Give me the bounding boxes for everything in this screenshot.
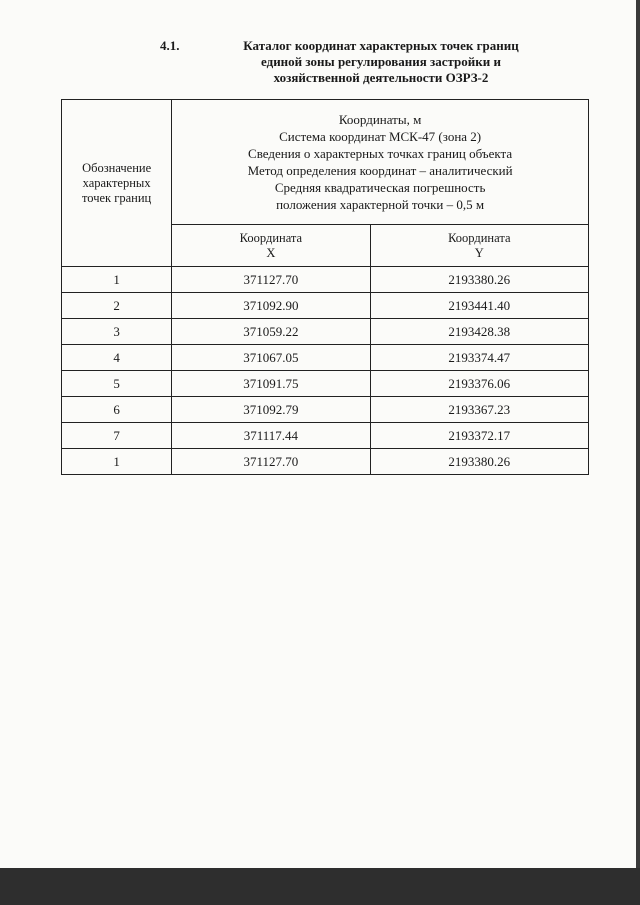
scan-edge bbox=[636, 0, 640, 868]
point-number-cell: 1 bbox=[62, 267, 172, 293]
header-text: Сведения о характерных точках границ объекта bbox=[248, 146, 513, 161]
coordinates-header bbox=[172, 100, 589, 225]
y-coordinate-cell: 2193367.23 bbox=[370, 397, 588, 423]
x-coordinate-cell: 371127.70 bbox=[172, 449, 370, 475]
point-number-cell: 3 bbox=[62, 319, 172, 345]
table-row bbox=[62, 371, 589, 397]
x-coordinate-cell: 371092.90 bbox=[172, 293, 370, 319]
y-coordinate-cell: 2193380.26 bbox=[370, 449, 588, 475]
point-number-cell: 1 bbox=[62, 449, 172, 475]
table-row bbox=[62, 319, 589, 345]
x-coordinate-cell: 371059.22 bbox=[172, 319, 370, 345]
header-text: характерных bbox=[82, 175, 151, 190]
table-row bbox=[62, 345, 589, 371]
header-text: Обозначение bbox=[82, 160, 152, 175]
point-number-cell: 7 bbox=[62, 423, 172, 449]
x-coordinate-cell: 371117.44 bbox=[172, 423, 370, 449]
section-title bbox=[216, 38, 546, 86]
table-header-row bbox=[62, 100, 589, 225]
header-text: Средняя квадратическая погрешность bbox=[274, 180, 486, 195]
x-coordinate-cell: 371092.79 bbox=[172, 397, 370, 423]
section-title-line: единой зоны регулирования застройки и bbox=[261, 54, 501, 69]
section-title-line: Каталог координат характерных точек границ bbox=[243, 38, 519, 53]
x-coordinate-header bbox=[172, 225, 370, 267]
y-coordinate-cell: 2193380.26 bbox=[370, 267, 588, 293]
table-row bbox=[62, 267, 589, 293]
table-row bbox=[62, 449, 589, 475]
table-row bbox=[62, 397, 589, 423]
header-text: Координата bbox=[239, 230, 303, 245]
section-title-line: хозяйственной деятельности ОЗРЗ-2 bbox=[273, 70, 489, 85]
x-coordinate-cell: 371127.70 bbox=[172, 267, 370, 293]
point-number-cell: 5 bbox=[62, 371, 172, 397]
point-number-cell: 2 bbox=[62, 293, 172, 319]
y-coordinate-header bbox=[370, 225, 588, 267]
section-number: 4.1. bbox=[160, 38, 180, 53]
point-number-cell: 6 bbox=[62, 397, 172, 423]
y-coordinate-cell: 2193372.17 bbox=[370, 423, 588, 449]
y-coordinate-cell: 2193441.40 bbox=[370, 293, 588, 319]
y-coordinate-cell: 2193374.47 bbox=[370, 345, 588, 371]
y-coordinate-cell: 2193376.06 bbox=[370, 371, 588, 397]
point-designation-header bbox=[62, 100, 172, 267]
header-text: Координаты, м bbox=[338, 112, 422, 127]
header-text: точек границ bbox=[81, 190, 152, 205]
table-row bbox=[62, 423, 589, 449]
header-text: Y bbox=[474, 245, 484, 260]
point-number-cell: 4 bbox=[62, 345, 172, 371]
x-coordinate-cell: 371091.75 bbox=[172, 371, 370, 397]
table-row bbox=[62, 293, 589, 319]
y-coordinate-cell: 2193428.38 bbox=[370, 319, 588, 345]
coordinates-table bbox=[61, 99, 589, 475]
x-coordinate-cell: 371067.05 bbox=[172, 345, 370, 371]
header-text: Метод определения координат – аналитический bbox=[247, 163, 513, 178]
header-text: Система координат МСК-47 (зона 2) bbox=[279, 129, 482, 144]
header-text: положения характерной точки – 0,5 м bbox=[276, 197, 485, 212]
header-text: Координата bbox=[448, 230, 511, 245]
header-text: X bbox=[266, 245, 276, 260]
